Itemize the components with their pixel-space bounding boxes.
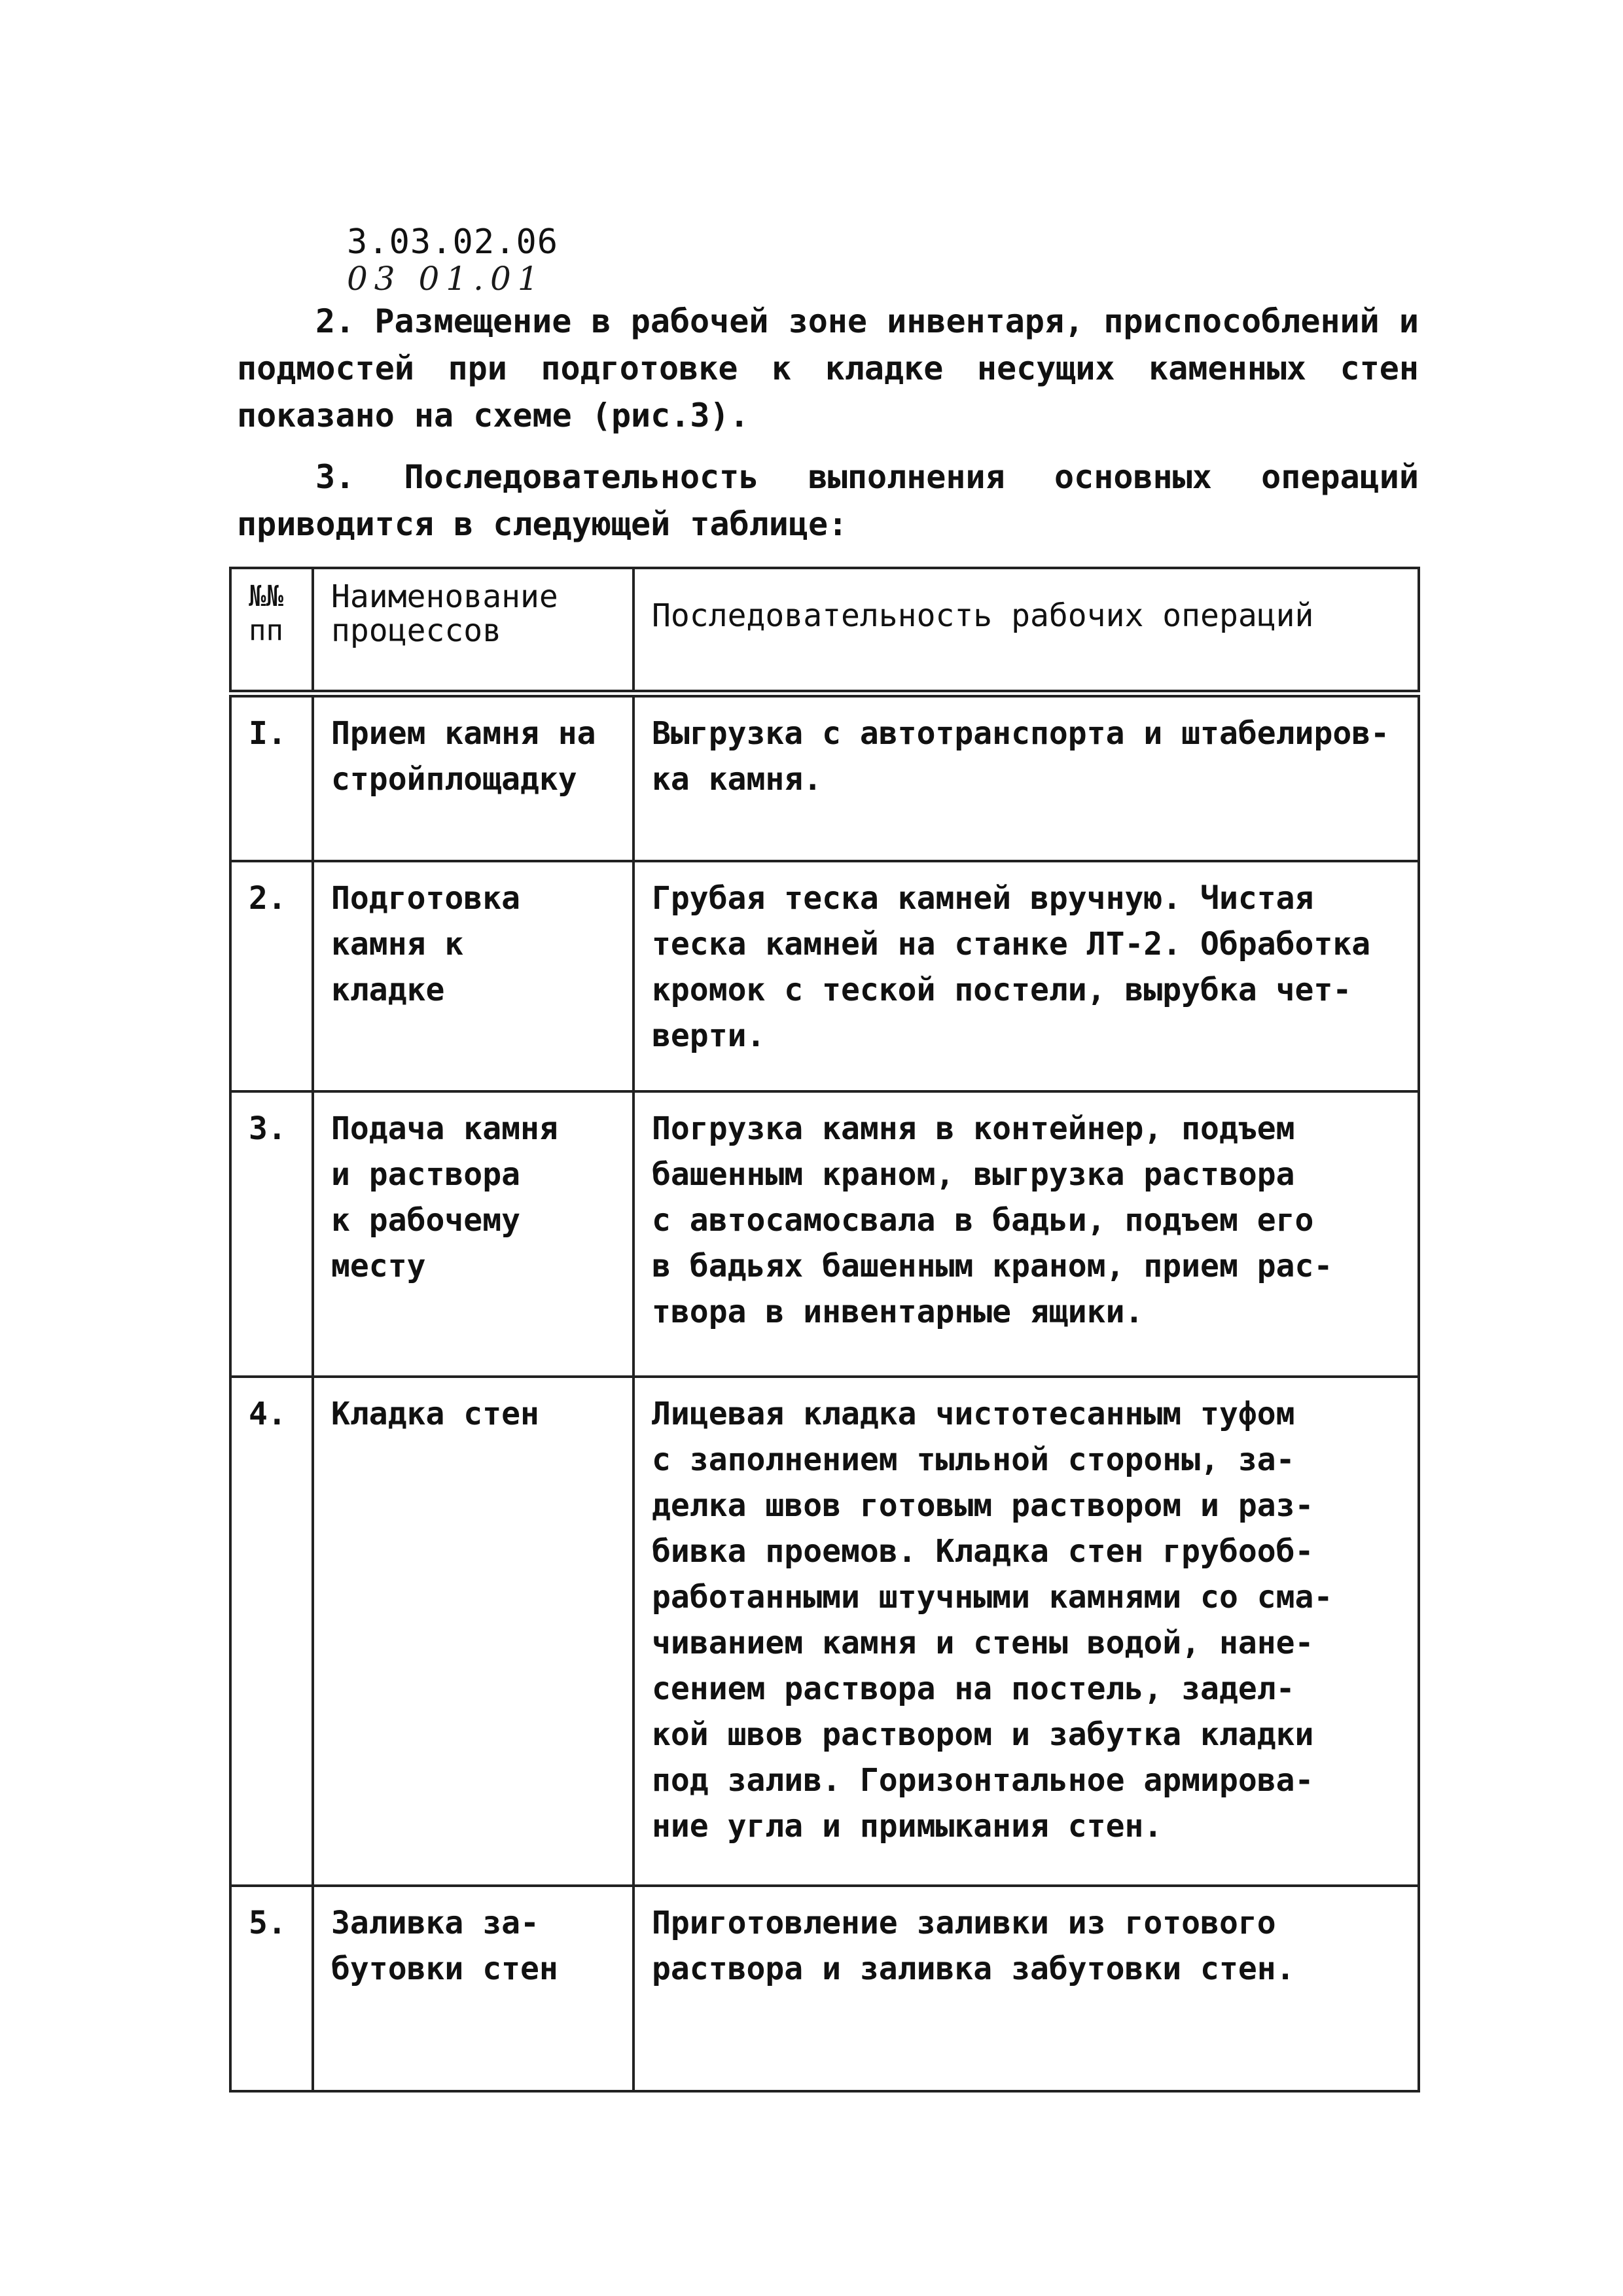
- operation-sequence: Погрузка камня в контейнер, подъем башенным краном, выгрузка раствора с автосамосвала в бадьи, подъем его в бадьях башенным краном, прием рас- твора в инвентарные ящики.: [633, 1091, 1419, 1377]
- process-name: Кладка стен: [313, 1377, 633, 1886]
- table-row: [230, 1091, 1419, 1377]
- table-row: [230, 1377, 1419, 1886]
- operations-table: [229, 567, 1420, 2093]
- operation-sequence: Лицевая кладка чистотесанным туфом с заполнением тыльной стороны, за- делка швов готовым раствором и раз- бивка проемов. Кладка стен грубооб- работанными штучными камнями со сма- чиванием камня и стены водой, нане- сением раствора на постель, задел- кой швов раствором и забутка кладки под залив. Горизонтальное армирова- ние угла и примыкания стен.: [633, 1377, 1419, 1886]
- row-number: 2.: [230, 861, 313, 1091]
- header-operation-sequence: Последовательность рабочих операций: [633, 568, 1419, 694]
- paragraph-2-text: 2. Размещение в рабочей зоне инвентаря, приспособлений и подмостей при подготовке к кладке несущих каменных стен показано на схеме (рис.3).: [237, 302, 1419, 434]
- process-name: Прием камня на стройплощадку: [313, 694, 633, 861]
- row-number: 3.: [230, 1091, 313, 1377]
- process-name: Подача камня и раствора к рабочему месту: [313, 1091, 633, 1377]
- paragraph-2: [237, 298, 1419, 439]
- process-name: Подготовка камня к кладке: [313, 861, 633, 1091]
- paragraph-3: [237, 453, 1419, 548]
- header-process-name: Наименование процессов: [313, 568, 633, 694]
- header-number: №№ пп: [230, 568, 313, 694]
- process-name: Заливка за- бутовки стен: [313, 1886, 633, 2091]
- table-row: [230, 1886, 1419, 2091]
- table-header-row: [230, 568, 1419, 694]
- operation-sequence: Грубая теска камней вручную. Чистая теска камней на станке ЛТ-2. Обработка кромок с теской постели, вырубка чет- верти.: [633, 861, 1419, 1091]
- handwritten-code: 03 01.01: [347, 260, 545, 298]
- row-number: I.: [230, 694, 313, 861]
- operation-sequence: Приготовление заливки из готового раствора и заливка забутовки стен.: [633, 1886, 1419, 2091]
- operation-sequence: Выгрузка с автотранспорта и штабелиров- ка камня.: [633, 694, 1419, 861]
- paragraph-3-text: 3. Последовательность выполнения основных операций приводится в следующей таблице:: [237, 458, 1419, 543]
- row-number: 4.: [230, 1377, 313, 1886]
- document-code: 3.03.02.06: [347, 222, 559, 262]
- table-row: [230, 694, 1419, 861]
- row-number: 5.: [230, 1886, 313, 2091]
- table-row: [230, 861, 1419, 1091]
